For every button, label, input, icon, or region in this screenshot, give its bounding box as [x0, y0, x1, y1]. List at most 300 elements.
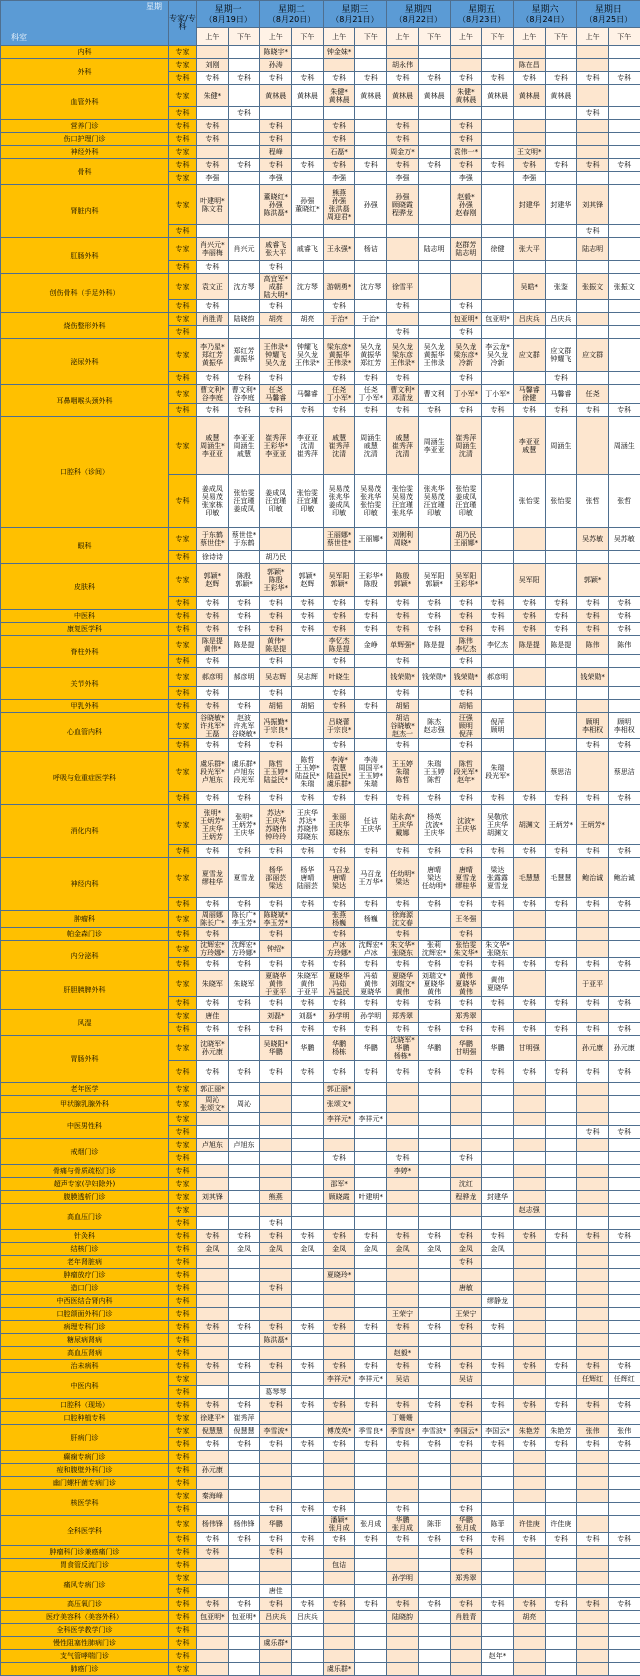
schedule-cell — [513, 225, 545, 238]
schedule-cell — [482, 1126, 514, 1139]
schedule-cell — [260, 1269, 292, 1282]
schedule-cell: 专科 — [513, 898, 545, 911]
schedule-cell — [545, 1010, 577, 1023]
schedule-cell: 专科 — [387, 72, 419, 85]
schedule-cell: 专科 — [482, 1533, 514, 1546]
schedule-cell — [228, 1559, 260, 1572]
schedule-cell: 吴皓* — [513, 274, 545, 300]
schedule-cell — [292, 1490, 324, 1503]
schedule-cell: 邵军* — [323, 1178, 355, 1191]
schedule-cell — [513, 1282, 545, 1295]
schedule-cell — [228, 1572, 260, 1585]
schedule-cell — [387, 1650, 419, 1663]
schedule-cell: 虞乐群* — [260, 1637, 292, 1650]
schedule-cell: 吴久龙 梁东彦* 冷新 — [450, 339, 482, 372]
schedule-cell — [513, 326, 545, 339]
schedule-cell: 专科 — [482, 597, 514, 610]
schedule-cell: 陆永高* 王庆华 戴娜 — [387, 805, 419, 845]
schedule-cell — [608, 1191, 640, 1204]
schedule-cell: 吕庆兵 — [292, 1611, 324, 1624]
schedule-cell — [608, 1637, 640, 1650]
schedule-cell — [292, 1152, 324, 1165]
schedule-cell — [450, 1113, 482, 1126]
schedule-cell — [228, 1113, 260, 1126]
schedule-cell: 华鹏 — [418, 1036, 450, 1061]
schedule-cell — [355, 172, 387, 185]
schedule-cell: 曹文利* 谷李庭 — [197, 385, 229, 404]
schedule-cell — [418, 1477, 450, 1490]
schedule-cell — [577, 1637, 609, 1650]
schedule-cell — [418, 1650, 450, 1663]
schedule-cell: 卢旭东 — [228, 1139, 260, 1152]
schedule-cell — [577, 687, 609, 700]
schedule-cell: 陈伟 李忆杰 — [450, 636, 482, 655]
schedule-cell: 专科 — [545, 597, 577, 610]
schedule-cell: 专科 — [418, 1360, 450, 1373]
schedule-cell: 专科 — [197, 597, 229, 610]
schedule-cell — [545, 46, 577, 59]
schedule-cell — [260, 1096, 292, 1113]
schedule-cell — [577, 1139, 609, 1152]
schedule-cell — [197, 1477, 229, 1490]
schedule-cell — [513, 668, 545, 687]
schedule-cell: 专科 — [418, 1399, 450, 1412]
clinic-kind: 专科 — [169, 1438, 197, 1451]
schedule-cell — [355, 300, 387, 313]
schedule-cell: 沈方琴 — [355, 274, 387, 300]
schedule-cell: 专科 — [197, 997, 229, 1010]
clinic-kind: 专科 — [169, 1152, 197, 1165]
schedule-cell: 专科 — [355, 1023, 387, 1036]
schedule-cell — [450, 46, 482, 59]
schedule-cell: 任诘 王庆华 — [355, 805, 387, 845]
schedule-cell — [355, 1347, 387, 1360]
schedule-cell: 专科 — [450, 610, 482, 623]
schedule-cell: 朱晓军 — [228, 971, 260, 997]
schedule-cell — [387, 1256, 419, 1269]
schedule-cell: 专科 — [228, 610, 260, 623]
schedule-cell — [482, 107, 514, 120]
schedule-cell: 郭正丽* — [323, 1083, 355, 1096]
department-name: 全科医学教学门诊 — [1, 1624, 169, 1637]
schedule-cell — [292, 1139, 324, 1152]
schedule-cell — [608, 1334, 640, 1347]
schedule-cell — [355, 107, 387, 120]
schedule-cell — [482, 1490, 514, 1503]
schedule-cell: 华鹏 甘明强 — [450, 1036, 482, 1061]
schedule-cell — [323, 1126, 355, 1139]
clinic-kind: 专科 — [169, 1637, 197, 1650]
schedule-cell: 胡亮 — [260, 313, 292, 326]
schedule-cell — [608, 564, 640, 597]
schedule-cell: 杨巍 — [355, 911, 387, 928]
schedule-cell: 专科 — [387, 1061, 419, 1083]
schedule-row — [1, 1559, 640, 1572]
schedule-cell — [228, 133, 260, 146]
department-name: 风湿 — [1, 1010, 169, 1036]
schedule-cell: 李祥元* — [323, 1373, 355, 1386]
schedule-cell: 专科 — [197, 159, 229, 172]
schedule-cell: 专科 — [418, 610, 450, 623]
schedule-cell: 专科 — [577, 72, 609, 85]
schedule-cell: 孙强 顾晓霞 程骅龙 — [387, 185, 419, 225]
schedule-cell — [608, 339, 640, 372]
schedule-cell: 专科 — [260, 597, 292, 610]
schedule-cell: 专科 — [260, 687, 292, 700]
schedule-cell: 周涵生 — [545, 417, 577, 475]
schedule-row — [1, 610, 640, 623]
schedule-cell — [228, 225, 260, 238]
schedule-cell — [418, 1373, 450, 1386]
schedule-cell: 专科 — [355, 1438, 387, 1451]
clinic-kind: 专家 — [169, 339, 197, 372]
schedule-cell: 金凤 — [228, 1243, 260, 1256]
schedule-cell: 专科 — [418, 845, 450, 858]
schedule-cell: 张鉴 — [545, 274, 577, 300]
clinic-kind: 专家 — [169, 1490, 197, 1503]
schedule-cell: 专科 — [387, 1503, 419, 1516]
schedule-cell: 孙元康 — [197, 1464, 229, 1477]
schedule-cell: 肖兴元* 李丽梅 — [197, 238, 229, 261]
schedule-cell: 单辉强* — [387, 636, 419, 655]
schedule-cell — [292, 1204, 324, 1217]
schedule-cell — [418, 107, 450, 120]
schedule-cell — [292, 1477, 324, 1490]
schedule-cell: 朱健* 黄林晨 — [450, 85, 482, 107]
schedule-cell — [355, 1503, 387, 1516]
schedule-cell — [228, 326, 260, 339]
clinic-kind: 专家 — [169, 85, 197, 107]
schedule-cell: 黄林晨 — [355, 85, 387, 107]
schedule-cell — [545, 59, 577, 72]
department-name: 肛肠外科 — [1, 238, 169, 274]
clinic-kind: 专科 — [169, 225, 197, 238]
clinic-kind: 专科 — [169, 1321, 197, 1334]
schedule-row — [1, 1425, 640, 1438]
schedule-cell — [577, 1624, 609, 1637]
schedule-cell: 专科 — [450, 133, 482, 146]
department-name: 心血管内科 — [1, 713, 169, 752]
clinic-kind: 专科 — [169, 1559, 197, 1572]
schedule-cell: 专科 — [545, 1438, 577, 1451]
schedule-cell — [418, 1611, 450, 1624]
schedule-cell: 于亚平 — [577, 971, 609, 997]
schedule-cell — [577, 372, 609, 385]
schedule-cell: 专科 — [577, 1061, 609, 1083]
schedule-cell: 专科 — [197, 655, 229, 668]
schedule-cell: 专科 — [387, 1360, 419, 1373]
schedule-cell: 陈是提 — [228, 636, 260, 655]
schedule-cell: 专科 — [323, 792, 355, 805]
schedule-cell — [545, 225, 577, 238]
schedule-cell: 华鹏 — [482, 1036, 514, 1061]
schedule-cell — [545, 1152, 577, 1165]
clinic-kind: 专家 — [169, 1425, 197, 1438]
schedule-cell: 唐敏 — [450, 1282, 482, 1295]
schedule-cell: 许佳庚 — [513, 1516, 545, 1533]
schedule-cell — [197, 326, 229, 339]
schedule-cell — [387, 46, 419, 59]
schedule-cell: 顾明 李相权 — [608, 713, 640, 739]
schedule-cell: 崔秀萍 — [228, 1412, 260, 1425]
schedule-cell: 专科 — [292, 1360, 324, 1373]
schedule-cell — [260, 1373, 292, 1386]
schedule-cell — [418, 1572, 450, 1585]
schedule-row — [1, 120, 640, 133]
schedule-cell — [482, 1412, 514, 1425]
schedule-cell — [482, 1217, 514, 1230]
schedule-cell — [418, 225, 450, 238]
schedule-row — [1, 185, 640, 225]
schedule-row — [1, 133, 640, 146]
schedule-cell — [292, 1334, 324, 1347]
clinic-kind: 专科 — [169, 687, 197, 700]
schedule-row — [1, 1295, 640, 1308]
schedule-cell: 包亚明* — [450, 313, 482, 326]
schedule-row — [1, 159, 640, 172]
schedule-row — [1, 636, 640, 655]
schedule-cell — [482, 1585, 514, 1598]
schedule-cell: 崔秀萍 王彩华* 李亚亚 — [260, 417, 292, 475]
schedule-cell: 李涛* 袁慧 陆益民* 虞乐群* — [323, 752, 355, 792]
schedule-cell: 张振文 — [577, 274, 609, 300]
schedule-cell — [513, 1663, 545, 1676]
schedule-cell — [323, 551, 355, 564]
schedule-cell: 张振文 — [608, 274, 640, 300]
schedule-cell — [545, 1269, 577, 1282]
schedule-cell: 专科 — [323, 1023, 355, 1036]
schedule-cell — [545, 133, 577, 146]
schedule-cell: 陈是提 黄伟* — [197, 636, 229, 655]
schedule-cell: 专科 — [323, 1152, 355, 1165]
am-header: 上午 — [260, 28, 292, 46]
schedule-cell: 包亚明* — [228, 1611, 260, 1624]
schedule-cell — [545, 1373, 577, 1386]
schedule-cell — [292, 1295, 324, 1308]
clinic-kind: 专科 — [169, 1334, 197, 1347]
schedule-cell — [418, 1347, 450, 1360]
clinic-kind: 专科 — [169, 1503, 197, 1516]
schedule-cell: 朱瑞 段光军* — [482, 752, 514, 792]
schedule-cell: 专科 — [450, 1399, 482, 1412]
schedule-cell: 专科 — [260, 997, 292, 1010]
schedule-cell: 朱瑞 王玉婷 陈哲 — [418, 752, 450, 792]
schedule-cell: 陈晓斌* 李玉芳* — [260, 911, 292, 928]
schedule-row — [1, 238, 640, 261]
schedule-cell: 毛慧慧 — [513, 858, 545, 898]
schedule-cell: 专科 — [292, 1321, 324, 1334]
schedule-cell — [387, 1083, 419, 1096]
department-name: 肺癌门诊 — [1, 1663, 169, 1676]
schedule-cell — [545, 1308, 577, 1321]
schedule-cell — [545, 172, 577, 185]
clinic-kind: 专科 — [169, 1295, 197, 1308]
schedule-cell: 周金万* — [387, 146, 419, 159]
schedule-cell — [292, 326, 324, 339]
day-date: （8月20日） — [260, 15, 322, 24]
schedule-cell — [450, 1217, 482, 1230]
schedule-cell — [292, 300, 324, 313]
schedule-cell — [482, 1637, 514, 1650]
schedule-cell: 胡韬 — [450, 700, 482, 713]
schedule-cell — [608, 1624, 640, 1637]
schedule-row — [1, 1464, 640, 1477]
schedule-cell — [292, 551, 324, 564]
schedule-cell: 专科 — [260, 404, 292, 417]
clinic-kind: 专家 — [169, 1113, 197, 1126]
schedule-cell — [355, 1451, 387, 1464]
schedule-cell — [577, 1096, 609, 1113]
schedule-cell — [545, 739, 577, 752]
schedule-cell: 包诘 — [323, 1559, 355, 1572]
schedule-cell: 专科 — [260, 1360, 292, 1373]
schedule-cell: 专科 — [387, 372, 419, 385]
schedule-cell: 专科 — [450, 1533, 482, 1546]
schedule-cell — [323, 1308, 355, 1321]
schedule-cell: 刘其锋 — [197, 1191, 229, 1204]
pm-header: 下午 — [228, 28, 260, 46]
schedule-cell: 专科 — [577, 739, 609, 752]
schedule-cell — [228, 46, 260, 59]
schedule-cell — [418, 1546, 450, 1559]
schedule-cell: 黄林晨 — [418, 85, 450, 107]
schedule-cell: 专科 — [197, 623, 229, 636]
schedule-cell — [355, 1256, 387, 1269]
schedule-cell — [260, 1295, 292, 1308]
schedule-cell: 专科 — [260, 898, 292, 911]
schedule-cell — [292, 1126, 324, 1139]
schedule-cell: 李忆杰 陈是提 — [323, 636, 355, 655]
schedule-cell — [545, 911, 577, 928]
schedule-cell: 专科 — [197, 133, 229, 146]
schedule-cell: 杨伟锋 — [197, 1516, 229, 1533]
schedule-cell — [355, 1386, 387, 1399]
schedule-cell: 专科 — [323, 133, 355, 146]
schedule-cell: 专科 — [608, 1360, 640, 1373]
schedule-cell — [545, 700, 577, 713]
schedule-cell — [387, 1178, 419, 1191]
am-header: 上午 — [387, 28, 419, 46]
schedule-cell — [418, 655, 450, 668]
schedule-cell: 郑秀翠 — [450, 1010, 482, 1023]
schedule-cell: 虞乐群* 段光军* 卢旭东 — [197, 752, 229, 792]
schedule-cell: 李强 — [450, 172, 482, 185]
pm-header: 下午 — [418, 28, 450, 46]
schedule-cell: 杨伟锋 — [228, 1516, 260, 1533]
schedule-cell — [608, 1010, 640, 1023]
schedule-cell — [355, 225, 387, 238]
schedule-cell — [387, 1624, 419, 1637]
schedule-cell: 程骅龙 — [450, 1191, 482, 1204]
schedule-cell — [482, 655, 514, 668]
schedule-cell — [355, 133, 387, 146]
schedule-cell: 专科 — [482, 997, 514, 1010]
schedule-row — [1, 385, 640, 404]
schedule-cell — [228, 551, 260, 564]
schedule-cell — [228, 1386, 260, 1399]
schedule-cell — [355, 1559, 387, 1572]
schedule-cell: 季雪良* — [355, 1425, 387, 1438]
schedule-cell: 专科 — [513, 1438, 545, 1451]
schedule-cell: 梁达 张露露 夏雪龙 — [482, 858, 514, 898]
header-row-days — [1, 1, 640, 28]
schedule-cell — [228, 1637, 260, 1650]
schedule-cell — [418, 739, 450, 752]
schedule-cell — [513, 1191, 545, 1204]
clinic-kind: 专科 — [169, 1533, 197, 1546]
schedule-cell — [228, 1373, 260, 1386]
schedule-cell: 专科 — [228, 1533, 260, 1546]
schedule-cell: 倪萍 顾明 — [482, 713, 514, 739]
schedule-cell — [260, 1559, 292, 1572]
schedule-cell: 王庆华 苏达* 苏晓伟 郑晓东 — [292, 805, 324, 845]
schedule-cell — [577, 1165, 609, 1178]
schedule-cell: 专科 — [545, 1061, 577, 1083]
schedule-cell: 专科 — [292, 1399, 324, 1412]
schedule-cell: 专科 — [292, 1503, 324, 1516]
schedule-cell — [418, 1585, 450, 1598]
schedule-cell: 李亚亚 周涵生 戚慧 — [228, 417, 260, 475]
schedule-cell — [513, 46, 545, 59]
schedule-cell — [355, 1624, 387, 1637]
schedule-cell — [577, 941, 609, 958]
schedule-cell — [577, 1516, 609, 1533]
day-date: （8月19日） — [197, 15, 259, 24]
schedule-cell: 卢冰 方玲娜* — [323, 941, 355, 958]
schedule-cell: 专科 — [608, 898, 640, 911]
schedule-row — [1, 1546, 640, 1559]
schedule-cell: 王永强* — [323, 238, 355, 261]
schedule-cell: 专科 — [513, 72, 545, 85]
schedule-row — [1, 528, 640, 551]
schedule-cell: 刘磊* — [260, 1010, 292, 1023]
schedule-cell — [228, 172, 260, 185]
schedule-cell — [513, 971, 545, 997]
schedule-cell: 孙元康 — [608, 1036, 640, 1061]
schedule-row — [1, 1321, 640, 1334]
schedule-cell — [323, 1386, 355, 1399]
schedule-cell: 吴军阳 郭颖* — [323, 564, 355, 597]
schedule-cell — [323, 107, 355, 120]
schedule-cell: 专科 — [513, 1598, 545, 1611]
schedule-cell: 苏达* 王庆华 苏晓伟 钟玲玲 — [260, 805, 292, 845]
schedule-cell: 肖胜青 — [450, 1611, 482, 1624]
clinic-kind: 专家 — [169, 1373, 197, 1386]
department-name: 老年医学 — [1, 1083, 169, 1096]
schedule-cell: 姜成凤 吴易茂 张家栋 印敏 — [197, 475, 229, 528]
schedule-cell: 张丽 王庆华 郑晓东 — [323, 805, 355, 845]
schedule-cell — [513, 1490, 545, 1503]
schedule-cell — [387, 1217, 419, 1230]
schedule-cell — [513, 1321, 545, 1334]
schedule-cell — [545, 1386, 577, 1399]
schedule-cell: 沈红 — [450, 1178, 482, 1191]
schedule-cell: 吴军阳 — [513, 564, 545, 597]
schedule-cell: 专科 — [260, 1598, 292, 1611]
schedule-cell — [577, 551, 609, 564]
clinic-kind: 专科 — [169, 1624, 197, 1637]
clinic-kind: 专科 — [169, 1399, 197, 1412]
schedule-cell — [545, 1624, 577, 1637]
schedule-cell: 专科 — [482, 623, 514, 636]
schedule-cell — [260, 1256, 292, 1269]
schedule-row — [1, 1083, 640, 1096]
schedule-cell — [545, 300, 577, 313]
schedule-cell — [197, 46, 229, 59]
schedule-cell: 陆志明 — [418, 238, 450, 261]
schedule-cell: 王丽娜* — [355, 528, 387, 551]
schedule-cell — [418, 551, 450, 564]
